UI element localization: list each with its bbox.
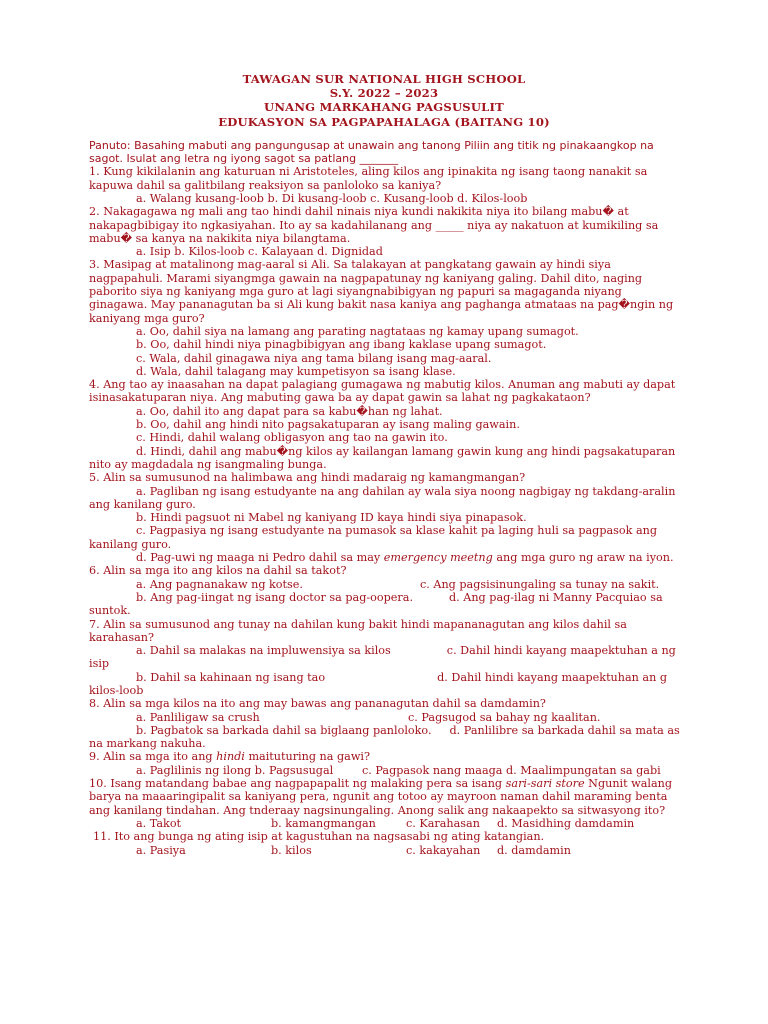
school-year: S.Y. 2022 – 2023	[329, 86, 439, 101]
question-10-stem-text: 10. Isang matandang babae ang nagpapapalit ng malaking pera sa isang	[89, 777, 506, 791]
question-5	[89, 471, 681, 564]
question-4-option-b: b. Oo, dahil ang hindi nito pagsakatuparan ay isang maling gawain.	[136, 418, 520, 432]
question-7-option-c: c. Dahil hindi kayang maapektuhan a ng isip	[89, 644, 676, 671]
question-7-option-b-d	[89, 671, 681, 698]
question-5-option-d	[89, 551, 681, 564]
question-10-stem-text-end: Ngunit walang barya na maaaringipalit sa kaniyang pera, ngunit ang totoo ay mayroon naman dahil maraming benta ang kanilang tindahan. Ang tnderaay nagsinungaling. Anong salik ang nakaapekto sa sitwasyong ito?	[89, 777, 673, 817]
question-4	[89, 378, 681, 471]
question-1-options: a. Walang kusang-loob b. Di kusang-loob c. Kusang-loob d. Kilos-loob	[136, 192, 528, 205]
question-3	[89, 258, 681, 378]
question-3-option-d: d. Wala, dahil talagang may kumpetisyon sa isang klase.	[136, 364, 456, 378]
question-5-option-b: b. Hindi pagsuot ni Mabel ng kaniyang ID kaya hindi siya pinapasok.	[136, 511, 527, 525]
question-7-option-b: b. Dahil sa kahinaan ng isang tao	[136, 670, 326, 684]
question-3-stem: 3. Masipag at matalinong mag-aaral si Ali. Sa talakayan at pangkatang gawain ay hindi siya nagpapahuli. Marami siyangmga gawain na nagpapatunay ng kaniyang galing. Dahil dito, naging paborito siya ng kaniyang mga guro at lagi siyangnabibigyan ng papuri sa magaganda niyang ginagawa. May pananagutan ba si Ali kung bakit nasa kaniya ang paghanga atmataas na pag�ngin ng kaniyang mga guro?	[89, 258, 674, 325]
question-10-option-b: b. kamangmangan	[271, 816, 376, 830]
question-9	[89, 750, 681, 777]
question-1-stem: 1. Kung kikilalanin ang katuruan ni Aristoteles, aling kilos ang ipinakita ng isang taong nanakit sa kapuwa dahil sa galitbilang reaksiyon sa panloloko sa kaniya?	[89, 165, 648, 192]
question-11	[89, 830, 681, 857]
question-10-stem	[89, 777, 681, 817]
question-6-row-1	[89, 578, 681, 591]
question-4-stem: 4. Ang tao ay inaasahan na dapat palagiang gumagawa ng mabutig kilos. Anuman ang mabuti ay dapat isinasakatuparan niya. Ang mabuting gawa ba ay dapat gawin sa lahat ng pagkakataon?	[89, 378, 676, 405]
question-7-option-a: a. Dahil sa malakas na impluwensiya sa kilos	[136, 644, 391, 658]
question-7-stem: 7. Alin sa sumusunod ang tunay na dahilan kung bakit hindi mapananagutan ang kilos dahil sa karahasan?	[89, 617, 627, 644]
question-2	[89, 205, 681, 258]
question-5-option-d-text: d. Pag-uwi ng maaga ni Pedro dahil sa may	[136, 551, 384, 565]
question-8-option-b-d	[89, 724, 681, 751]
subject-title: EDUKASYON SA PAGPAPAHALAGA (BAITANG 10)	[218, 114, 550, 129]
question-11-option-d: d. damdamin	[497, 843, 571, 857]
question-2-options: a. Isip b. Kilos-loob c. Kalayaan d. Dignidad	[136, 245, 383, 259]
question-1	[89, 165, 681, 205]
question-10-option-c: c. Karahasan	[406, 816, 480, 830]
school-name: TAWAGAN SUR NATIONAL HIGH SCHOOL	[242, 72, 526, 86]
question-11-option-a: a. Pasiya	[136, 843, 186, 857]
question-3-option-c: c. Wala, dahil ginagawa niya ang tama bilang isang mag-aaral.	[136, 351, 492, 365]
question-7-option-d: d. Dahil hindi kayang maapektuhan an g kilos-loob	[89, 670, 667, 697]
question-8-option-a: a. Panliligaw sa crush	[136, 710, 260, 724]
question-11-stem: 11. Ito ang bunga ng ating isip at kagustuhan na nagsasabi ng ating katangian.	[93, 830, 545, 844]
question-4-option-c: c. Hindi, dahil walang obligasyon ang tao na gawin ito.	[136, 431, 448, 445]
question-3-option-b: b. Oo, dahil hindi niya pinagbibigyan ang ibang kaklase upang sumagot.	[136, 338, 547, 352]
exam-body	[89, 139, 681, 857]
question-6-option-b: b. Ang pag-iingat ng isang doctor sa pag-oopera.	[136, 590, 413, 604]
question-9-stem-text-end: maituturing na gawi?	[244, 750, 370, 764]
question-8-option-b: b. Pagbatok sa barkada dahil sa biglaang panloloko.	[136, 723, 432, 737]
question-11-option-c: c. kakayahan	[406, 843, 481, 857]
question-10	[89, 777, 681, 830]
exam-header	[0, 72, 768, 129]
question-8-option-d: d. Panlilibre sa barkada dahil sa mata as na markang nakuha.	[89, 723, 680, 751]
question-10-stem-emphasis: sari-sari store	[505, 777, 585, 791]
question-7	[89, 618, 681, 698]
question-8	[89, 697, 681, 750]
question-6-option-b-d	[89, 591, 681, 618]
question-9-stem-emphasis: hindi	[216, 750, 245, 764]
question-4-option-d-text: d. Hindi, dahil ang mabu�ng kilos ay kailangan lamang gawin kung ang hindi pagsakatuparan nito ay magdadala ng isangmaling bunga.	[89, 444, 676, 471]
question-8-stem: 8. Alin sa mga kilos na ito ang may bawas ang pananagutan dahil sa damdamin?	[89, 697, 546, 711]
question-5-option-a: a. Pagliban ng isang estudyante na ang dahilan ay wala siya noong nagbigay ng takdang-aralin ang kanilang guro.	[89, 484, 676, 511]
question-9-stem-text: 9. Alin sa mga ito ang	[89, 750, 217, 764]
question-2-stem: 2. Nakagagawa ng mali ang tao hindi dahil ninais niya kundi nakikita niya ito bilang mabu� at nakapagbibigay ito ngkasiyahan. Ito ay sa kadahilanang ang _____ niya ay nakatuon at kumikiling sa mabu� sa kanya na nakikita niya bilangtama.	[89, 205, 659, 245]
question-10-options	[89, 817, 681, 830]
question-10-option-a: a. Takot	[136, 816, 182, 830]
question-9-stem	[89, 750, 681, 763]
question-6-option-a: a. Ang pagnanakaw ng kotse.	[136, 577, 303, 591]
question-5-option-c: c. Pagpasiya ng isang estudyante na pumasok sa klase kahit pa laging huli sa pagpasok ang kanilang guro.	[89, 524, 658, 551]
question-5-stem: 5. Alin sa sumusunod na halimbawa ang hindi madaraig ng kamangmangan?	[89, 471, 526, 485]
exam-title: UNANG MARKAHANG PAGSUSULIT	[264, 100, 504, 115]
question-9-options	[89, 764, 681, 777]
question-10-option-d: d. Masidhing damdamin	[497, 816, 635, 830]
question-4-option-d	[89, 445, 681, 472]
question-6-option-c: c. Ang pagsisinungaling sa tunay na sakit.	[420, 577, 660, 591]
question-4-option-a: a. Oo, dahil ito ang dapat para sa kabu�han ng lahat.	[136, 404, 443, 418]
question-11-options	[89, 844, 681, 857]
question-11-option-b: b. kilos	[271, 843, 312, 857]
question-3-option-a: a. Oo, dahil siya na lamang ang parating nagtataas ng kamay upang sumagot.	[136, 324, 579, 338]
question-6-option-d: d. Ang pag-ilag ni Manny Pacquiao sa suntok.	[89, 590, 663, 618]
instructions: Panuto: Basahing mabuti ang pangungusap at unawain ang tanong Piliin ang titik ng pinakaangkop na sagot. Isulat ang letra ng iyong sagot sa patlang _______	[89, 139, 654, 166]
question-8-option-c: c. Pagsugod sa bahay ng kaalitan.	[408, 710, 601, 724]
question-6-stem: 6. Alin sa mga ito ang kilos na dahil sa takot?	[89, 564, 347, 578]
question-6	[89, 564, 681, 617]
question-9-options-cd: c. Pagpasok nang maaga d. Maalimpungatan sa gabi	[362, 763, 661, 777]
question-5-option-d-emphasis: emergency meetng	[383, 551, 493, 565]
question-8-row-1	[89, 711, 681, 724]
question-7-option-a-c	[89, 644, 681, 671]
question-5-option-d-text-end: ang mga guro ng araw na iyon.	[492, 551, 674, 565]
question-9-options-ab: a. Paglilinis ng ilong b. Pagsusugal	[136, 763, 334, 777]
